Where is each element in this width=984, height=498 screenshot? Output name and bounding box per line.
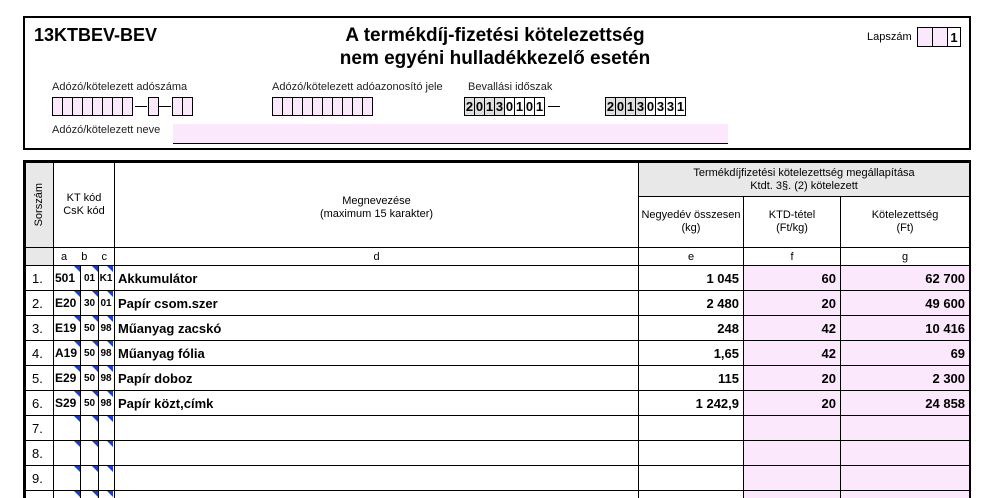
product-name-cell[interactable]: Akkumulátor [115,266,639,291]
marker-icon [92,441,98,447]
table-row [26,491,970,498]
rate-cell[interactable] [744,416,841,441]
rate-cell[interactable]: 60 [744,266,841,291]
quantity-cell[interactable] [639,491,744,498]
row-number: 8. [26,441,54,466]
kt-code-cell[interactable]: S29 50 98 [54,391,115,416]
period-label: Bevallási időszak [468,81,553,93]
product-name-cell[interactable] [115,441,639,466]
marker-icon [92,341,98,347]
form-code: 13KTBEV-BEV [34,25,158,45]
quantity-cell[interactable] [639,466,744,491]
quantity-header: Negyedév összesen (kg) [639,197,744,248]
marker-icon [107,291,113,297]
rate-cell[interactable] [744,491,841,498]
tax-number-input[interactable] [52,97,192,116]
obligation-cell[interactable]: 69 [841,341,970,366]
marker-icon [74,316,80,322]
marker-icon [74,341,80,347]
product-name-cell[interactable]: Papír csom.szer [115,291,639,316]
rate-cell[interactable]: 20 [744,291,841,316]
quantity-cell[interactable]: 115 [639,366,744,391]
row-number: 7. [26,416,54,441]
obligation-cell[interactable] [841,466,970,491]
kt-code-cell[interactable] [54,416,115,441]
quantity-cell[interactable]: 2 480 [639,291,744,316]
form-title-line1: A termékdíj-fizetési kötelezettség [345,25,645,46]
marker-icon [107,266,113,272]
quantity-cell[interactable]: 1 045 [639,266,744,291]
table-row [26,266,970,291]
marker-icon [107,491,113,497]
kt-code-cell[interactable]: E19 50 98 [54,316,115,341]
marker-icon [92,366,98,372]
kt-code-cell[interactable]: A19 50 98 [54,341,115,366]
marker-icon [107,391,113,397]
tax-id-input[interactable] [272,97,372,116]
table-row [26,441,970,466]
column-letter-row: a b c d e f g [26,248,970,266]
quantity-cell[interactable]: 248 [639,316,744,341]
kt-code-cell[interactable]: E20 30 01 [54,291,115,316]
marker-icon [74,291,80,297]
product-name-cell[interactable]: Papír doboz [115,366,639,391]
table-row [26,366,970,391]
product-name-cell[interactable] [115,491,639,498]
taxpayer-name-input[interactable] [173,124,728,144]
rate-cell[interactable]: 42 [744,341,841,366]
marker-icon [74,466,80,472]
obligation-table [23,160,971,498]
obligation-cell[interactable] [841,491,970,498]
product-name-cell[interactable] [115,416,639,441]
rate-cell[interactable] [744,466,841,491]
marker-icon [107,366,113,372]
period-from-field[interactable]: 2 0 1 3 0 1 0 1 [464,97,570,116]
marker-icon [74,266,80,272]
kt-code-cell[interactable]: E29 50 98 [54,366,115,391]
row-number: 5. [26,366,54,391]
row-number: 3. [26,316,54,341]
table-row [26,316,970,341]
marker-icon [74,491,80,497]
marker-icon [92,466,98,472]
kt-code-cell[interactable] [54,441,115,466]
marker-icon [92,491,98,497]
table-row [26,291,970,316]
table-row [26,416,970,441]
quantity-cell[interactable] [639,416,744,441]
row-number [26,491,54,498]
rate-cell[interactable]: 20 [744,366,841,391]
product-name-cell[interactable]: Műanyag zacskó [115,316,639,341]
marker-icon [107,416,113,422]
marker-icon [74,441,80,447]
rate-header: KTD-tétel (Ft/kg) [744,197,841,248]
page-number-field[interactable] [917,27,960,47]
kt-code-header: KT kód CsK kód [54,163,115,248]
table-row [26,391,970,416]
rate-cell[interactable]: 20 [744,391,841,416]
product-name-cell[interactable]: Papír közt,címk [115,391,639,416]
page-label: Lapszám [867,31,912,43]
obligation-cell[interactable] [841,416,970,441]
tax-number-label: Adózó/kötelezett adószáma [52,81,188,93]
page-number: 1 [947,27,961,47]
sorszam-header: Sorszám [26,163,54,248]
marker-icon [92,291,98,297]
marker-icon [92,266,98,272]
obligation-cell[interactable]: 10 416 [841,316,970,341]
form-title [265,24,725,70]
row-number: 1. [26,266,54,291]
obligation-cell[interactable]: 49 600 [841,291,970,316]
obligation-cell[interactable]: 24 858 [841,391,970,416]
marker-icon [74,391,80,397]
name-header: Megnevezése (maximum 15 karakter) [115,163,639,248]
obligation-group-header: Termékdíjfizetési kötelezettség megállapítása Ktdt. 3§. (2) kötelezett [639,163,970,197]
obligation-cell[interactable] [841,441,970,466]
kt-code-cell[interactable] [54,491,115,498]
quantity-cell[interactable] [639,441,744,466]
table-row [26,466,970,491]
tax-id-label: Adózó/kötelezett adóazonosító jele [272,81,443,93]
marker-icon [107,341,113,347]
row-number: 2. [26,291,54,316]
name-label: Adózó/kötelezett neve [52,124,161,136]
quantity-cell[interactable]: 1,65 [639,341,744,366]
period-to-field[interactable]: 2 0 1 3 0 3 3 1 [606,99,685,114]
marker-icon [74,416,80,422]
row-number: 4. [26,341,54,366]
rate-cell[interactable]: 42 [744,316,841,341]
row-number: 6. [26,391,54,416]
rate-cell[interactable] [744,441,841,466]
obligation-header: Kötelezettség (Ft) [841,197,970,248]
marker-icon [107,466,113,472]
marker-icon [107,316,113,322]
marker-icon [92,391,98,397]
obligation-cell[interactable]: 2 300 [841,366,970,391]
obligation-cell[interactable]: 62 700 [841,266,970,291]
product-name-cell[interactable] [115,466,639,491]
form-title-line2: nem egyéni hulladékkezelő esetén [339,48,651,69]
form-header [23,16,971,150]
marker-icon [74,366,80,372]
marker-icon [92,316,98,322]
kt-code-cell[interactable] [54,466,115,491]
product-name-cell[interactable]: Műanyag fólia [115,341,639,366]
marker-icon [107,441,113,447]
marker-icon [92,416,98,422]
kt-code-cell[interactable]: 501 01 K1 [54,266,115,291]
quantity-cell[interactable]: 1 242,9 [639,391,744,416]
row-number: 9. [26,466,54,491]
table-row [26,341,970,366]
